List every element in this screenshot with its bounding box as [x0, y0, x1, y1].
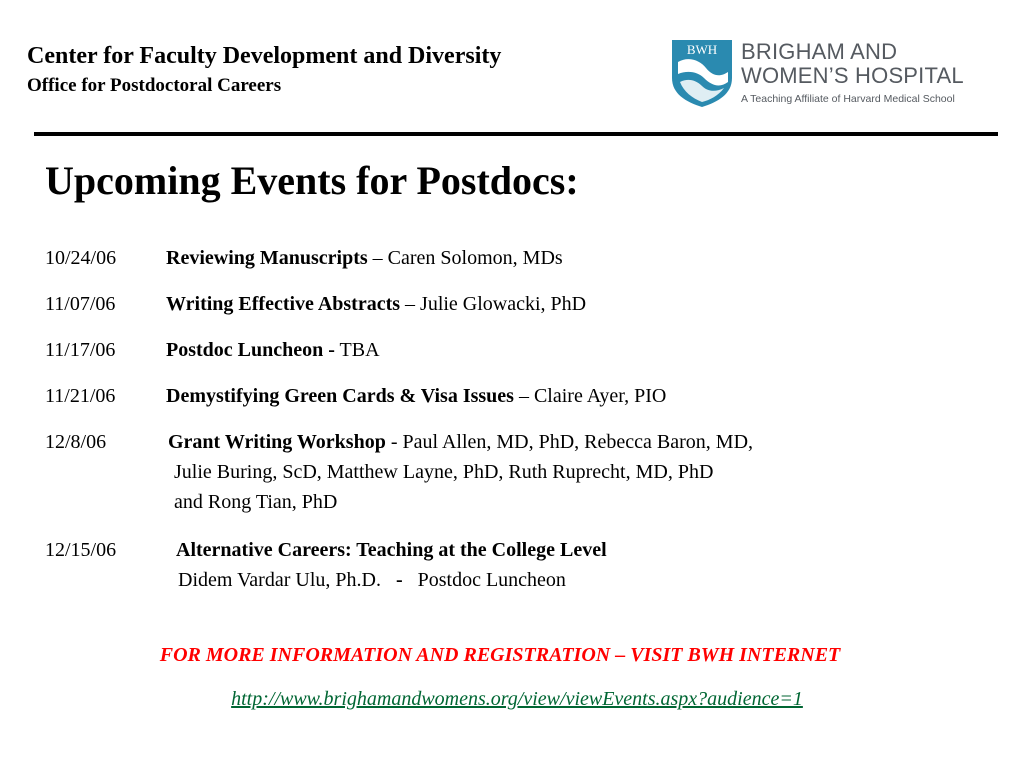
event-item: [45, 535, 607, 565]
event-date: 10/24/06: [45, 247, 117, 269]
event-separator: -: [395, 569, 403, 591]
shield-text: BWH: [686, 42, 718, 57]
bwh-shield-icon: [670, 38, 734, 108]
header-divider: [34, 132, 998, 136]
office-name: Office for Postdoctoral Careers: [27, 74, 282, 96]
event-title: Demystifying Green Cards & Visa Issues: [166, 385, 514, 407]
event-title: Alternative Careers: Teaching at the College Level: [176, 539, 607, 561]
event-item: [45, 289, 586, 319]
organization-name: Center for Faculty Development and Diversity: [27, 43, 502, 69]
organization-header: [27, 42, 501, 98]
event-detail-continued: and Rong Tian, PhD: [174, 491, 338, 513]
event-detail: – Caren Solomon, MDs: [367, 247, 563, 269]
event-date: 11/07/06: [45, 293, 116, 315]
event-date: 12/8/06: [45, 431, 107, 453]
event-date: 11/21/06: [45, 385, 116, 407]
event-item: [45, 427, 753, 457]
event-title: Postdoc Luncheon -: [166, 339, 335, 361]
hospital-tagline: A Teaching Affiliate of Harvard Medical School: [741, 93, 955, 105]
event-item: [45, 243, 563, 273]
hospital-name-line1: BRIGHAM AND: [741, 39, 898, 64]
events-link[interactable]: http://www.brighamandwomens.org/view/viewEvents.aspx?audience=1: [231, 688, 803, 710]
event-detail: - Paul Allen, MD, PhD, Rebecca Baron, MD,: [385, 431, 754, 453]
event-item: [45, 381, 666, 411]
hospital-name: [741, 40, 964, 88]
event-speaker: Didem Vardar Ulu, Ph.D.: [178, 569, 381, 591]
event-detail-continued: [178, 565, 566, 595]
event-detail-continued: Julie Buring, ScD, Matthew Layne, PhD, Ruth Ruprecht, MD, PhD: [174, 461, 714, 483]
bwh-logo: [668, 38, 1008, 108]
event-note: Postdoc Luncheon: [417, 569, 566, 591]
event-item: [45, 335, 380, 365]
page-title: Upcoming Events for Postdocs:: [45, 158, 579, 203]
event-title: Writing Effective Abstracts: [166, 293, 401, 315]
hospital-name-line2: WOMEN’S HOSPITAL: [741, 63, 964, 88]
event-detail: – Julie Glowacki, PhD: [400, 293, 587, 315]
event-detail: TBA: [334, 339, 380, 361]
event-detail: – Claire Ayer, PIO: [513, 385, 667, 407]
event-date: 12/15/06: [45, 539, 117, 561]
event-title: Grant Writing Workshop: [168, 431, 386, 453]
event-date: 11/17/06: [45, 339, 116, 361]
registration-info: FOR MORE INFORMATION AND REGISTRATION – VISIT BWH INTERNET: [159, 644, 841, 666]
event-title: Reviewing Manuscripts: [166, 247, 368, 269]
